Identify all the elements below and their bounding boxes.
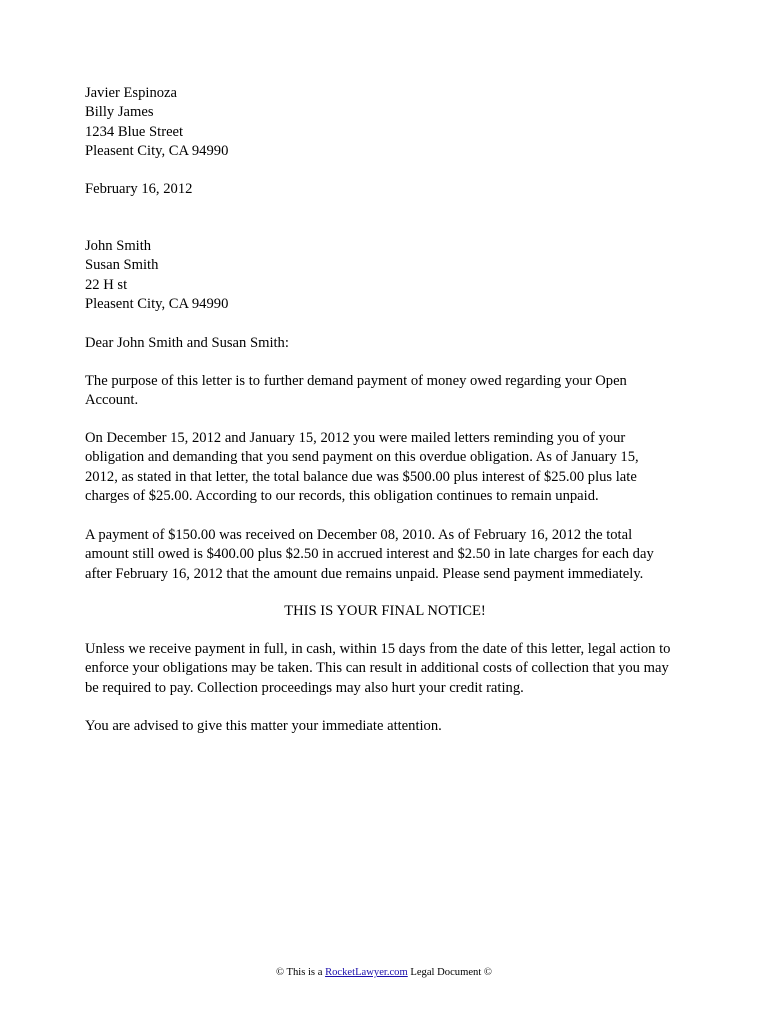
recipient-city-line: Pleasent City, CA 94990 xyxy=(85,295,229,312)
paragraph-line: The purpose of this letter is to further demand payment of money owed regarding your Open xyxy=(85,373,627,389)
recipient-name-2: Susan Smith xyxy=(85,257,159,274)
recipient-name-1: John Smith xyxy=(85,238,152,254)
rocketlawyer-link[interactable]: RocketLawyer.com xyxy=(325,967,408,978)
letter-date: February 16, 2012 xyxy=(85,181,193,197)
sender-address xyxy=(85,84,685,161)
history-paragraph xyxy=(85,429,685,506)
salutation: Dear John Smith and Susan Smith: xyxy=(85,335,289,351)
sender-city-line: Pleasent City, CA 94990 xyxy=(85,142,229,159)
sender-name-1: Javier Espinoza xyxy=(85,85,177,101)
paragraph-line: Account. xyxy=(85,392,139,409)
paragraph-line: be required to pay. Collection proceedings may also hurt your credit rating. xyxy=(85,679,524,696)
sender-street: 1234 Blue Street xyxy=(85,123,184,140)
closing-advice-block xyxy=(85,717,685,736)
letter-date-block xyxy=(85,180,685,199)
paragraph-line: after February 16, 2012 that the amount due remains unpaid. Please send payment immediately. xyxy=(85,565,644,582)
final-notice: THIS IS YOUR FINAL NOTICE! xyxy=(284,603,486,619)
paragraph-line: 2012, as stated in that letter, the total balance due was $500.00 plus interest of $25.00 plus late xyxy=(85,468,637,485)
paragraph-line: Unless we receive payment in full, in cash, within 15 days from the date of this letter, legal action to xyxy=(85,641,671,657)
document-footer xyxy=(0,966,768,980)
footer-prefix: © This is a xyxy=(276,967,326,978)
recipient-street: 22 H st xyxy=(85,276,128,293)
payment-paragraph xyxy=(85,526,685,584)
paragraph-line: obligation and demanding that you send payment on this overdue obligation. As of January 15, xyxy=(85,449,639,466)
paragraph-line: charges of $25.00. According to our records, this obligation continues to remain unpaid. xyxy=(85,487,599,504)
paragraph-line: amount still owed is $400.00 plus $2.50 in accrued interest and $2.50 in late charges for each day xyxy=(85,546,654,563)
paragraph-line: enforce your obligations may be taken. This can result in additional costs of collection that you may xyxy=(85,660,669,677)
purpose-paragraph xyxy=(85,372,685,411)
recipient-address xyxy=(85,237,685,314)
closing-advice: You are advised to give this matter your immediate attention. xyxy=(85,718,442,734)
paragraph-line: A payment of $150.00 was received on December 08, 2010. As of February 16, 2012 the total xyxy=(85,527,633,543)
sender-name-2: Billy James xyxy=(85,104,154,121)
footer-suffix: Legal Document © xyxy=(407,967,492,978)
paragraph-line: On December 15, 2012 and January 15, 2012 you were mailed letters reminding you of your xyxy=(85,430,626,446)
consequences-paragraph xyxy=(85,640,685,698)
salutation-block xyxy=(85,334,685,353)
